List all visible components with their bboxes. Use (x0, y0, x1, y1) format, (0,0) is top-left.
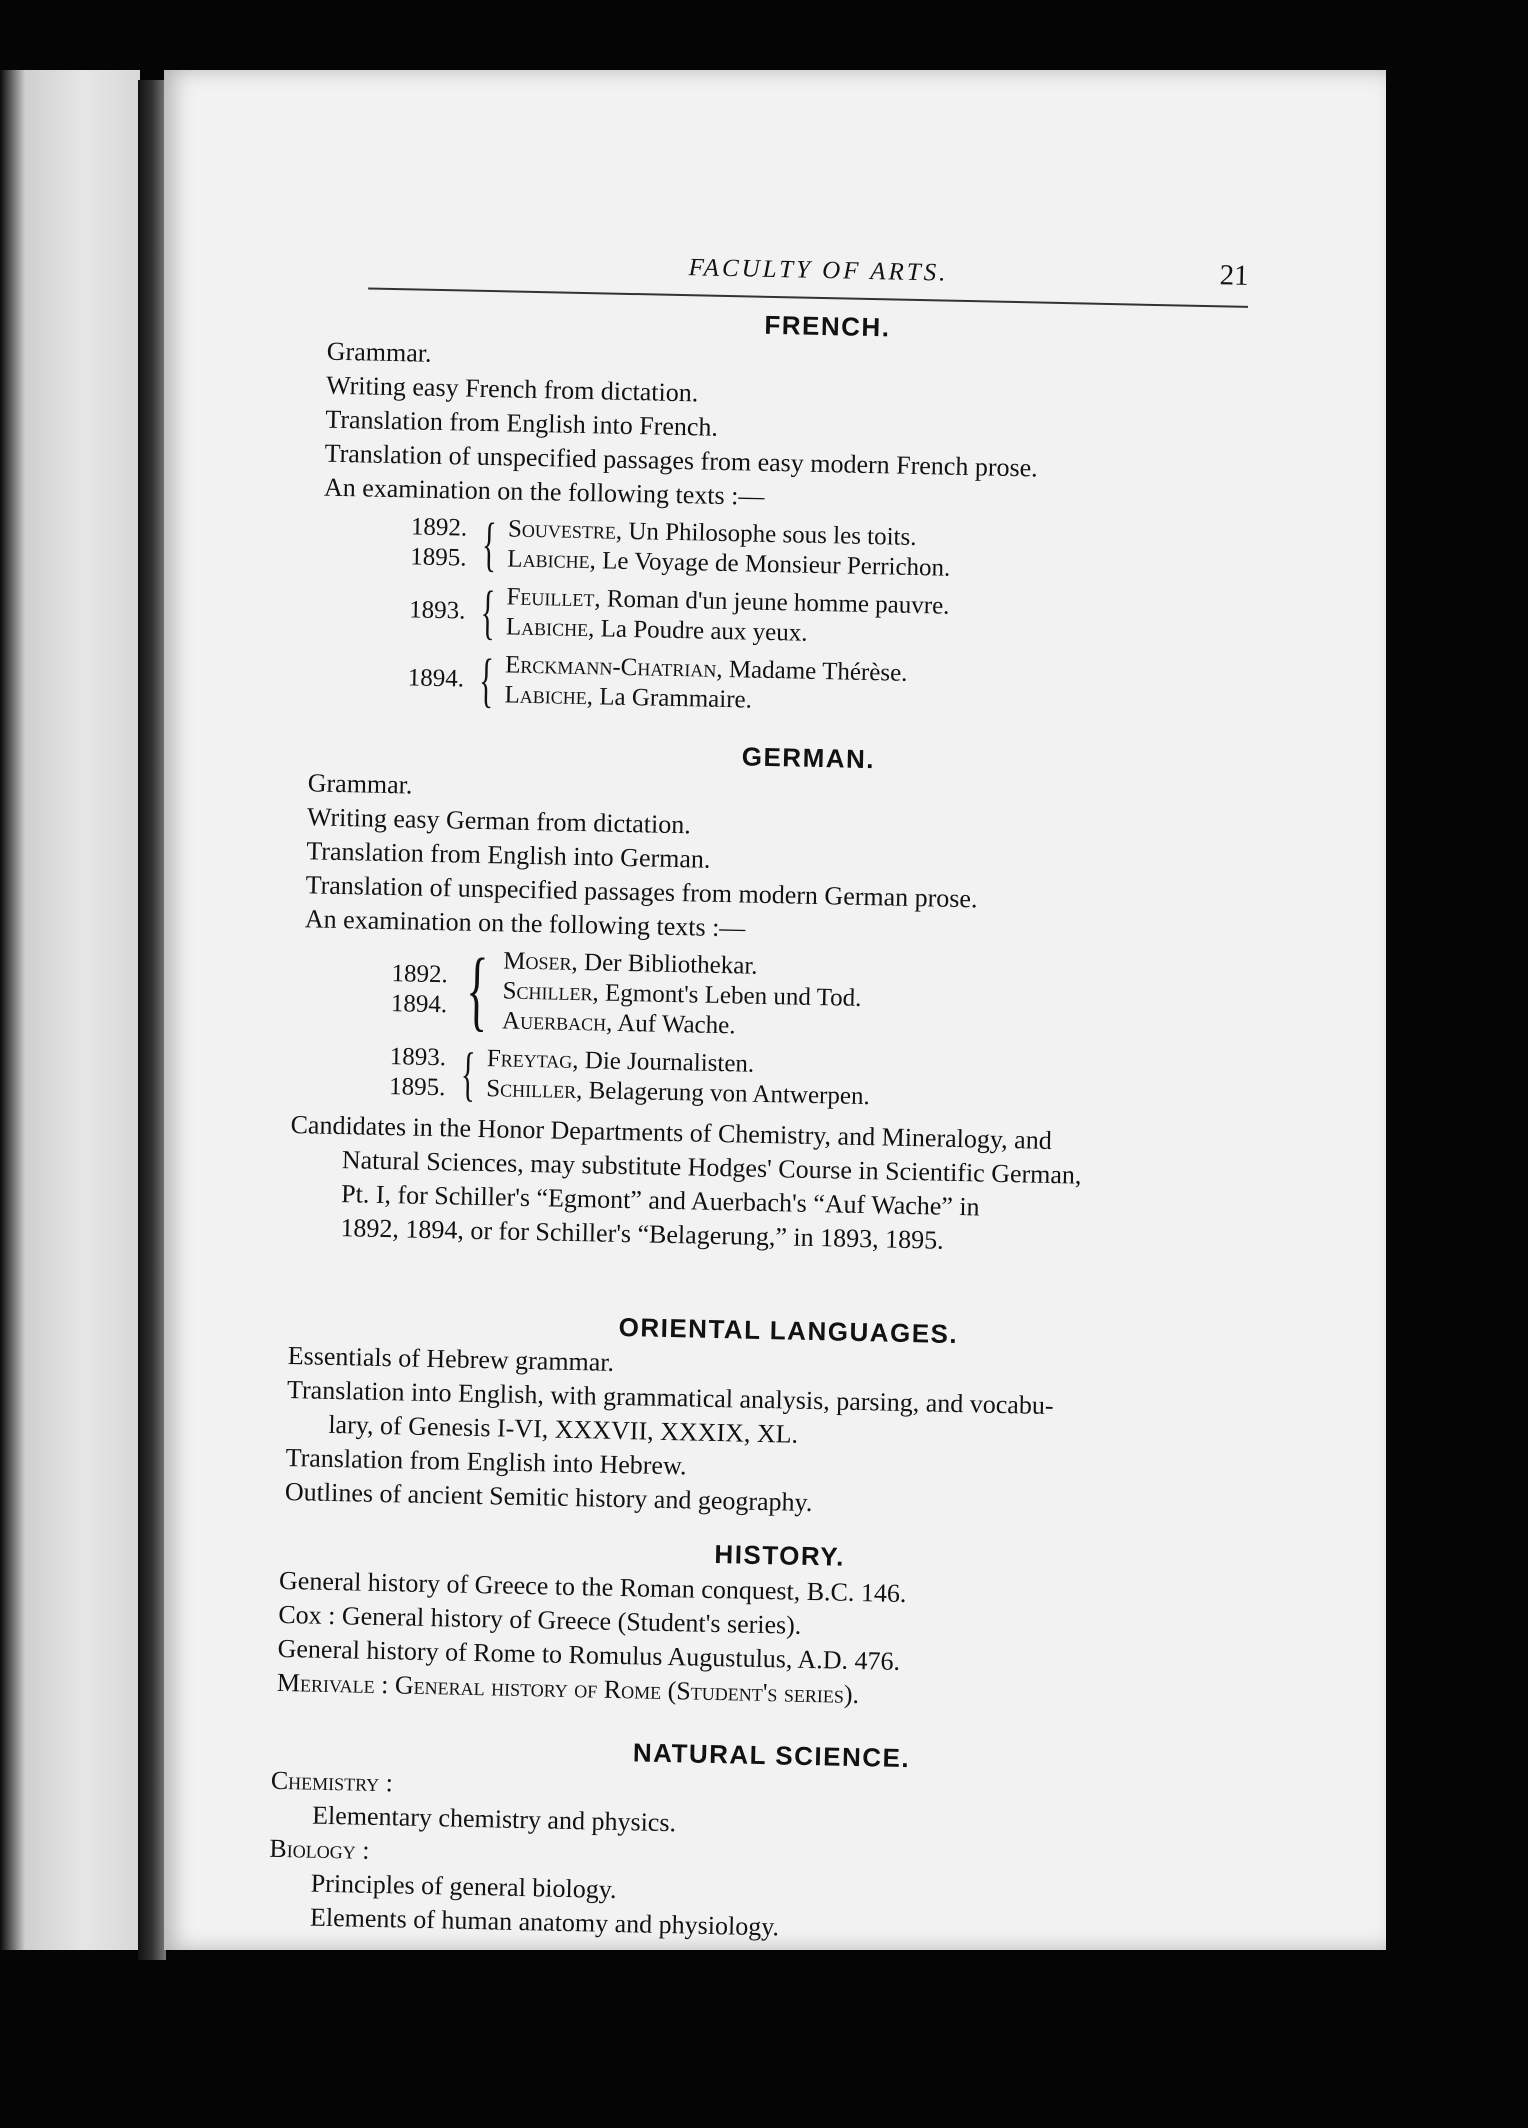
year: 1894. (407, 664, 465, 693)
brace: { (478, 646, 495, 714)
facing-page-edge (0, 70, 140, 1950)
biology-item: Elements of human anatomy and physiology. (309, 1902, 780, 1942)
author: Feuillet (506, 583, 595, 613)
work-list (486, 1044, 871, 1112)
german-line: Translation of unspecified passages from modern German prose. (305, 870, 978, 914)
work-title: , La Grammaire. (586, 683, 753, 714)
work-title: , Madame Thérèse. (716, 655, 908, 687)
author: Souvestre (507, 515, 617, 545)
german-text-group (381, 1042, 1302, 1121)
work-title: , Auf Wache. (605, 1009, 736, 1040)
french-line: Translation from English into French. (325, 404, 719, 442)
year: 1894. (390, 990, 448, 1019)
biology-label: Biology : (269, 1833, 370, 1865)
year: 1893. (408, 596, 466, 625)
section-title-history: HISTORY. (714, 1539, 846, 1572)
running-header (368, 247, 1249, 307)
author: Schiller (502, 977, 593, 1007)
chemistry-item: Elementary chemistry and physics. (311, 1800, 677, 1838)
work-list (506, 582, 950, 651)
german-note-line: Candidates in the Honor Departments of Chemistry, and Mineralogy, and (290, 1110, 1053, 1155)
year: 1892. (410, 513, 468, 542)
biology-item: Principles of general biology. (310, 1868, 617, 1905)
book-binding (138, 80, 166, 1960)
french-text-group (401, 580, 1322, 659)
year: 1893. (389, 1043, 447, 1072)
work-title: , Un Philosophe sous les toits. (615, 517, 917, 552)
section-french (319, 299, 1327, 736)
oriental-line: lary, of Genesis I-VI, XXXVII, XXXIX, XL. (328, 1409, 799, 1449)
author: Auerbach (501, 1007, 607, 1037)
section-title-french: FRENCH. (764, 309, 891, 343)
german-line: Translation from English into German. (306, 836, 711, 874)
german-note-line: Natural Sciences, may substitute Hodges' Course in Scientific German, (341, 1145, 1082, 1190)
french-line: Translation of unspecified passages from easy modern French prose. (324, 438, 1039, 483)
section-history (277, 1528, 1280, 1721)
year-list (401, 595, 466, 626)
work-title: , Roman d'un jeune homme pauvre. (594, 585, 950, 620)
french-text-group (402, 512, 1323, 591)
french-line: Grammar. (326, 336, 432, 368)
work-title: , Le Voyage de Monsieur Perrichon. (589, 547, 951, 582)
work-title: , Egmont's Leben und Tod. (592, 979, 862, 1012)
history-line: Cox : General history of Greece (Student's series). (278, 1599, 802, 1640)
work-title: , La Poudre aux yeux. (587, 615, 808, 647)
year-list (402, 512, 467, 573)
work-title: , Der Bibliothekar. (571, 948, 758, 980)
oriental-line: Outlines of ancient Semitic history and geography. (284, 1476, 813, 1518)
brace: { (465, 940, 489, 1041)
history-line: General history of Rome to Romulus Augustulus, A.D. 476. (277, 1633, 901, 1676)
year: 1895. (388, 1073, 446, 1102)
german-note-line: 1892, 1894, or for Schiller's “Belagerung,” in 1893, 1895. (340, 1213, 944, 1255)
page-number: 21 (1219, 259, 1249, 292)
work-title: , Die Journalisten. (572, 1046, 755, 1078)
german-line: An examination on the following texts :— (304, 904, 746, 943)
year: 1892. (391, 960, 449, 989)
work-list (502, 946, 863, 1043)
work-list (504, 650, 908, 718)
author: Labiche (504, 681, 588, 711)
oriental-line: Translation from English into Hebrew. (285, 1442, 687, 1481)
author: Erckmann-Chatrian (504, 651, 717, 683)
page-content (164, 70, 1386, 1950)
oriental-line: Translation into English, with grammatical analysis, parsing, and vocabu- (286, 1375, 1054, 1421)
german-note-line: Pt. I, for Schiller's “Egmont” and Auerbach's “Auf Wache” in (340, 1179, 980, 1222)
oriental-line: Essentials of Hebrew grammar. (287, 1341, 615, 1377)
book-page (164, 70, 1386, 1950)
year: 1895. (410, 543, 467, 572)
brace: { (479, 578, 496, 646)
section-oriental-languages (285, 1303, 1289, 1530)
author: Labiche (507, 545, 590, 575)
german-line: Grammar. (307, 768, 413, 800)
section-title-oriental: ORIENTAL LANGUAGES. (618, 1311, 959, 1350)
history-line: General history of Greece to the Roman conquest, B.C. 146. (278, 1565, 907, 1609)
work-title: , Belagerung von Antwerpen. (575, 1077, 871, 1111)
french-line: An examination on the following texts :— (323, 472, 765, 511)
french-line: Writing easy French from dictation. (325, 370, 699, 408)
author: Labiche (505, 613, 589, 643)
history-line: Merivale : General history of Rome (Student's series). (276, 1667, 860, 1710)
section-natural-science (268, 1728, 1272, 1950)
french-text-group (399, 648, 1320, 727)
section-title-german: GERMAN. (741, 741, 876, 775)
header-title: FACULTY OF ARTS. (688, 254, 949, 287)
chemistry-label: Chemistry : (270, 1765, 394, 1798)
work-list (507, 514, 951, 583)
section-german (290, 730, 1309, 1265)
author: Freytag (486, 1045, 573, 1074)
german-text-group (383, 940, 1305, 1053)
year-list (400, 663, 465, 694)
german-line: Writing easy German from dictation. (306, 802, 692, 840)
year-list (381, 1042, 446, 1103)
author: Schiller (485, 1075, 577, 1104)
year-list (383, 959, 448, 1020)
author: Moser (503, 947, 572, 976)
section-title-natural-science: NATURAL SCIENCE. (632, 1737, 911, 1774)
brace: { (460, 1040, 477, 1107)
brace: { (481, 510, 498, 578)
